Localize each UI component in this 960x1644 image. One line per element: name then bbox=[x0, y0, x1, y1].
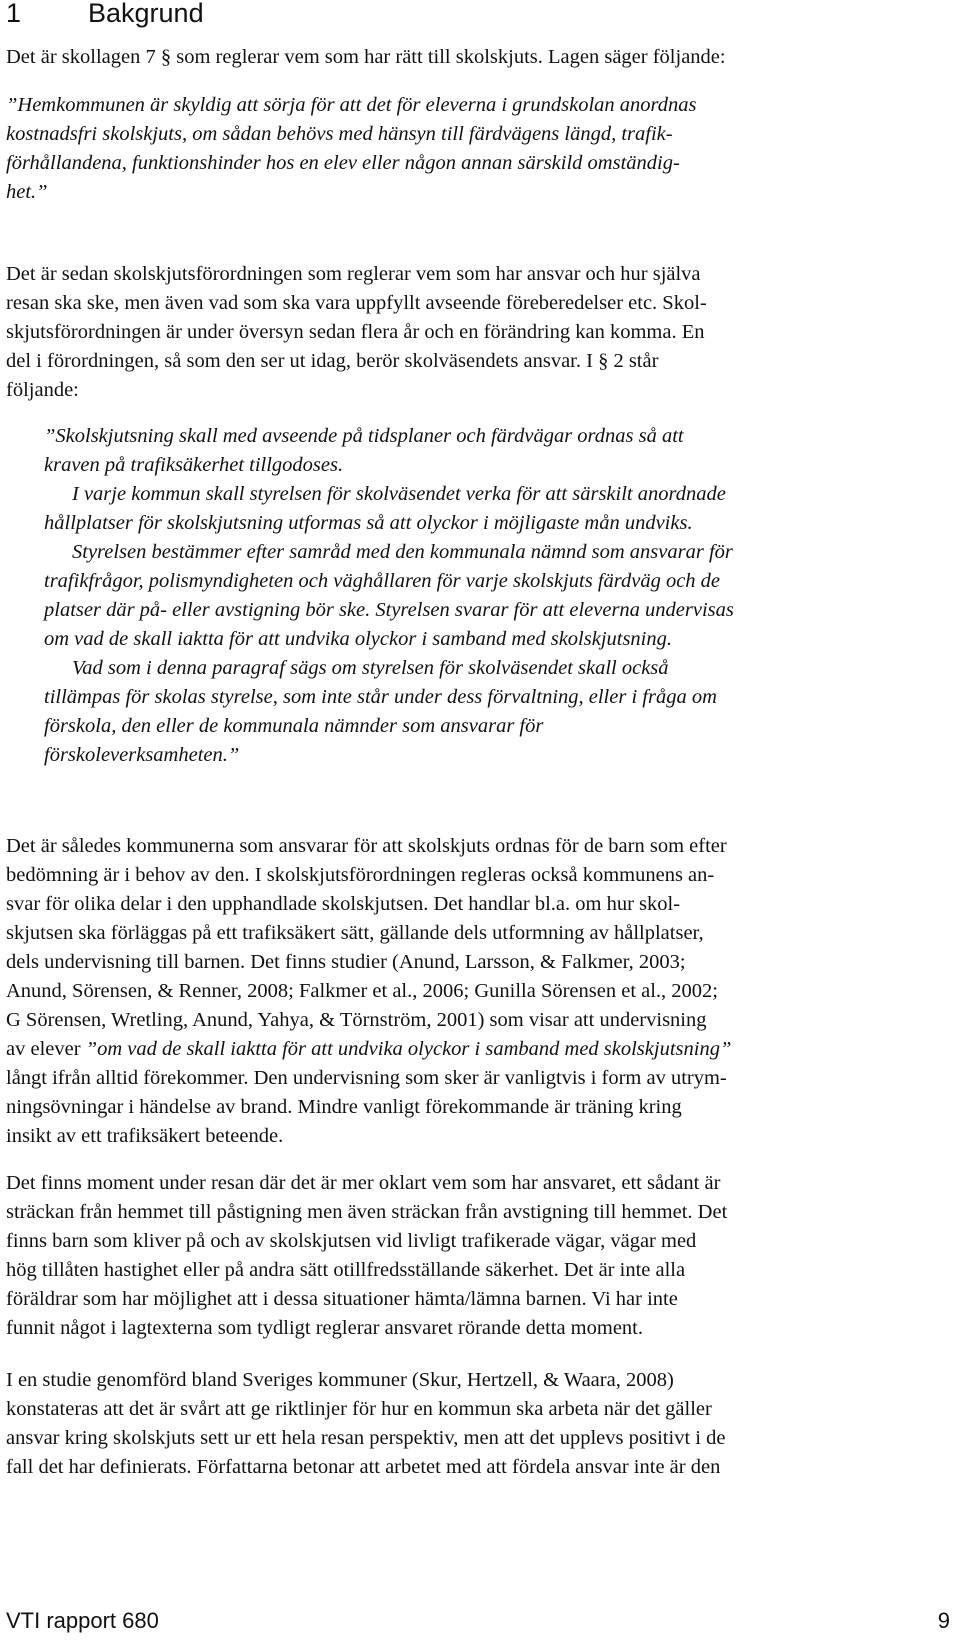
text-line bbox=[6, 1035, 944, 1064]
report-name: VTI rapport 680 bbox=[6, 1608, 159, 1633]
page-footer bbox=[6, 1606, 950, 1636]
text-line: I varje kommun skall styrelsen för skolväsendet verka för att särskilt anordnade bbox=[72, 483, 726, 505]
intro-paragraph bbox=[6, 43, 944, 72]
text-line: I en studie genomförd bland Sveriges kommuner (Skur, Hertzell, & Waara, 2008) bbox=[6, 1369, 674, 1391]
text-line: sträckan från hemmet till påstigning men även sträckan från avstigning till hemmet. Det bbox=[6, 1201, 728, 1223]
text-line: följande: bbox=[6, 379, 79, 401]
text-line: Det är således kommunerna som ansvarar för att skolskjuts ordnas för de barn som efter bbox=[6, 835, 727, 857]
text-line: hållplatser för skolskjutsning utformas så att olyckor i möjligaste mån undviks. bbox=[44, 512, 693, 534]
text-line: fall det har definierats. Författarna betonar att arbetet med att fördela ansvar inte är den bbox=[6, 1456, 721, 1478]
paragraph-5 bbox=[6, 1366, 944, 1482]
text-line: Styrelsen bestämmer efter samråd med den kommunala nämnd som ansvarar för bbox=[72, 541, 733, 563]
law-quote bbox=[6, 91, 944, 207]
text-run: av elever bbox=[6, 1038, 86, 1060]
text-line: del i förordningen, så som den ser ut idag, berör skolväsendets ansvar. I § 2 står bbox=[6, 350, 659, 372]
text-line: platser där på- eller avstigning bör ske. Styrelsen svarar för att eleverna undervisas bbox=[44, 599, 734, 621]
text-line: skjutsen ska förläggas på ett trafiksäkert sätt, gällande dels utformning av hållplatser, bbox=[6, 922, 704, 944]
text-line: insikt av ett trafiksäkert beteende. bbox=[6, 1125, 284, 1147]
text-line: tillämpas för skolas styrelse, som inte står under dess förvaltning, eller i fråga om bbox=[44, 686, 717, 708]
text-line: svar för olika delar i den upphandlade skolskjutsen. Det handlar bl.a. om hur skol- bbox=[6, 893, 681, 915]
regulation-quote bbox=[44, 422, 944, 770]
section-number: 1 bbox=[6, 0, 22, 28]
text-line: förhållandena, funktionshinder hos en elev eller någon annan särskild omständig- bbox=[6, 152, 680, 174]
text-line: konstateras att det är svårt att ge riktlinjer för hur en kommun ska arbeta när det gäller bbox=[6, 1398, 712, 1420]
text-line: dels undervisning till barnen. Det finns studier (Anund, Larsson, & Falkmer, 2003; bbox=[6, 951, 686, 973]
inline-quote: ”om vad de skall iaktta för att undvika olyckor i samband med skolskjutsning” bbox=[85, 1038, 732, 1060]
text-line: ningsövningar i händelse av brand. Mindre vanligt förekommande är träning kring bbox=[6, 1096, 682, 1118]
text-line: kraven på trafiksäkerhet tillgodoses. bbox=[44, 454, 344, 476]
text-line: kostnadsfri skolskjuts, om sådan behövs med hänsyn till färdvägens längd, trafik- bbox=[6, 123, 673, 145]
text-line: Vad som i denna paragraf sägs om styrelsen för skolväsendet skall också bbox=[72, 657, 669, 679]
text-line: ”Skolskjutsning skall med avseende på tidsplaner och färdvägar ordnas så att bbox=[44, 425, 684, 447]
text-line: förskola, den eller de kommunala nämnder som ansvarar för bbox=[44, 715, 544, 737]
paragraph-2 bbox=[6, 260, 944, 405]
text-line: förskoleverksamheten.” bbox=[44, 744, 240, 766]
text-line: ansvar kring skolskjuts sett ur ett hela resan perspektiv, men att det upplevs positivt i de bbox=[6, 1427, 726, 1449]
text-line: G Sörensen, Wretling, Anund, Yahya, & Törnström, 2001) som visar att undervisning bbox=[6, 1009, 707, 1031]
text-line: skjutsförordningen är under översyn sedan flera år och en förändring kan komma. En bbox=[6, 321, 705, 343]
text-line: funnit något i lagtexterna som tydligt reglerar ansvaret rörande detta moment. bbox=[6, 1317, 643, 1339]
text-line: Det finns moment under resan där det är mer oklart vem som har ansvaret, ett sådant är bbox=[6, 1172, 721, 1194]
text-line: ”Hemkommunen är skyldig att sörja för att det för eleverna i grundskolan anordnas bbox=[6, 94, 697, 116]
section-heading bbox=[6, 0, 204, 30]
text-line: föräldrar som har möjlighet att i dessa situationer hämta/lämna barnen. Vi har inte bbox=[6, 1288, 678, 1310]
text-line: bedömning är i behov av den. I skolskjutsförordningen regleras också kommunens an- bbox=[6, 864, 715, 886]
paragraph-4 bbox=[6, 1169, 944, 1343]
text-line: trafikfrågor, polismyndigheten och väghållaren för varje skolskjuts färdväg och de bbox=[44, 570, 721, 592]
text-line: finns barn som kliver på och av skolskjutsen vid livligt trafikerade vägar, vägar med bbox=[6, 1230, 697, 1252]
text-line: hög tillåten hastighet eller på andra sätt otillfredsställande säkerhet. Det är inte alla bbox=[6, 1259, 686, 1281]
section-title: Bakgrund bbox=[88, 0, 204, 28]
text-line: Det är sedan skolskjutsförordningen som reglerar vem som har ansvar och hur själva bbox=[6, 263, 701, 285]
text-line: Det är skollagen 7 § som reglerar vem som har rätt till skolskjuts. Lagen säger följande: bbox=[6, 46, 726, 68]
paragraph-3 bbox=[6, 832, 944, 1151]
text-line: het.” bbox=[6, 181, 48, 203]
text-line: Anund, Sörensen, & Renner, 2008; Falkmer et al., 2006; Gunilla Sörensen et al., 2002; bbox=[6, 980, 719, 1002]
text-line: långt ifrån alltid förekommer. Den undervisning som sker är vanligtvis i form av utrym- bbox=[6, 1067, 727, 1089]
text-line: om vad de skall iaktta för att undvika olyckor i samband med skolskjutsning. bbox=[44, 628, 673, 650]
text-line: resan ska ske, men även vad som ska vara uppfyllt avseende föreberedelser etc. Skol- bbox=[6, 292, 707, 314]
page-number: 9 bbox=[937, 1608, 950, 1633]
